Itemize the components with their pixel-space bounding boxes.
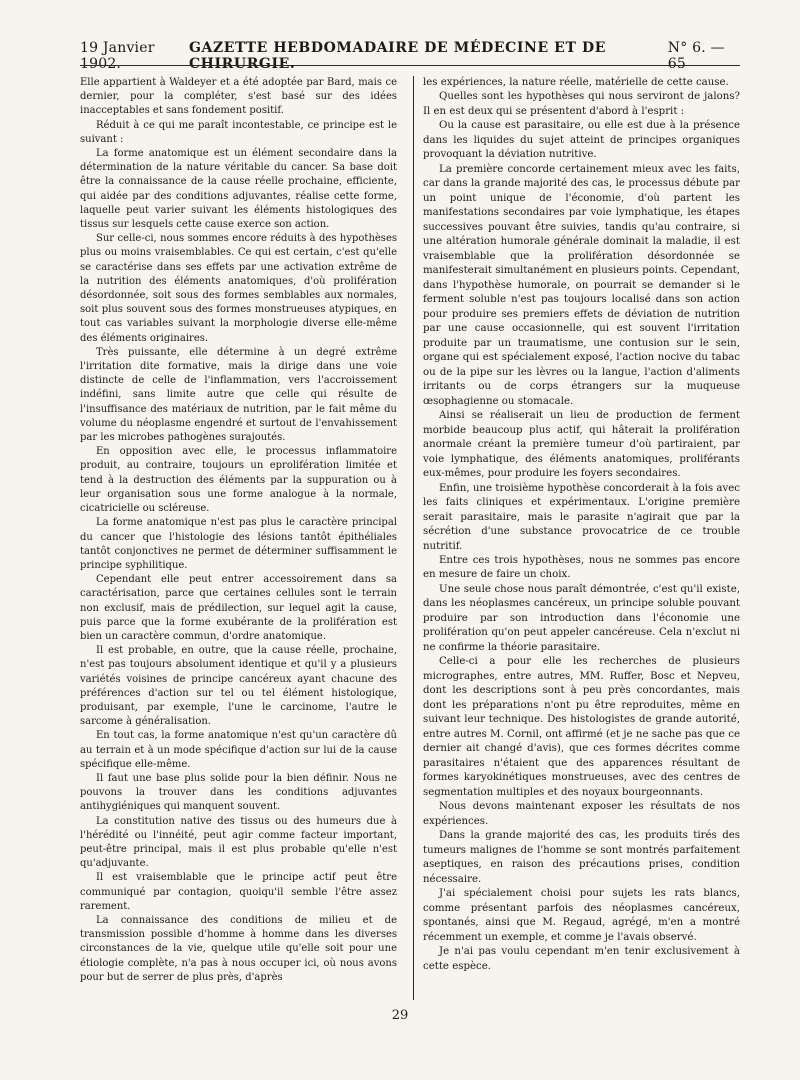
paragraph: Ou la cause est parasitaire, ou elle est due à la présence dans les liquides du sujet atteint de principes organiques provoquant la déviation nutritive. — [423, 120, 740, 161]
paragraph: La constitution native des tissus ou des humeurs due à l'hérédité ou l'innéité, peut agir comme facteur important, peut-être principal, mais il est plus probable qu'elle n'est qu'adjuvante. — [80, 815, 397, 870]
page-number: 29 — [391, 1008, 409, 1023]
paragraph: Il est vraisemblable que le principe actif peut être communiqué par contagion, quoiqu'il semble l'être assez rarement. — [80, 872, 397, 912]
paragraph: Sur celle-ci, nous sommes encore réduits à des hypothèses plus ou moins vraisemblables. Ce qui est certain, c'est qu'elle se caractérise dans ses effets par une activation extrême de la nutrition des éléments anatomiques, d'où prolifération désordonnée, soit sous des formes semblables aux normales, soit plus souvent sous des formes monstrueuses atypiques, en tout cas variables suivant la morphologie diverse elle-même des éléments originaires. — [80, 233, 397, 344]
paragraph: En opposition avec elle, le processus inflammatoire produit, au contraire, toujours un eprolifération limitée et tend à la destruction des éléments par la suppuration ou à leur organisation sous une forme analogue à la normale, cicatricielle ou scléreuse. — [80, 446, 397, 515]
paragraph: Il est probable, en outre, que la cause réelle, prochaine, n'est pas toujours absolument identique et qu'il y a plusieurs variétés voisines de principe cancéreux ayant chacune des préférences d'action sur tel ou tel élément histologique, produisant, par exemple, l'une le carcinome, l'autre le sarcome à généralisation. — [80, 645, 397, 728]
paragraph: Il faut une base plus solide pour la bien définir. Nous ne pouvons la trouver dans les conditions adjuvantes antihygiéniques qui manquent souvent. — [80, 772, 397, 813]
text-columns — [80, 76, 740, 1000]
paragraph: La forme anatomique n'est pas plus le caractère principal du cancer que l'histologie des lésions tantôt épithéliales tantôt conjonctives ne permet de déterminer suffisamment le principe syphilitique. — [80, 517, 397, 571]
paragraph: Entre ces trois hypothèses, nous ne sommes pas encore en mesure de faire un choix. — [423, 554, 740, 581]
paragraph: Une seule chose nous paraît démontrée, c'est qu'il existe, dans les néoplasmes cancéreux, un principe soluble pouvant produire par son introduction dans l'économie une prolifération qu'on peut appeler cancéreuse. Cela n'exclut ni ne confirme la théorie parasitaire. — [423, 583, 740, 653]
paragraph: Quelles sont les hypothèses qui nous serviront de jalons? Il en est deux qui se présentent d'abord à l'esprit : — [423, 91, 740, 117]
paragraph: Dans la grande majorité des cas, les produits tirés des tumeurs malignes de l'homme se sont montrés parfaitement aseptiques, en raison des précautions prises, condition nécessaire. — [423, 830, 740, 885]
paragraph: Très puissante, elle détermine à un degré extrême l'irritation dite formative, mais la dirige dans une voie distincte de celle de l'inflammation, vers l'accroissement indéfini, sans limite autre que celle qui résulte de l'insuffisance des matériaux de nutrition, par le fait même du volume du néoplasme engendré et surtout de l'envahissement par les microbes pathogènes surajoutés. — [80, 346, 397, 444]
paragraph: Celle-ci a pour elle les recherches de plusieurs micrographes, entre autres, MM. Ruffer, Bosc et Nepveu, dont les descriptions sont à peu près concordantes, mais dont les préparations n'ont pu être reproduites, même en suivant leur technique. Des histologistes de grande autorité, entre autres M. Cornil, ont affirmé (et je ne sache pas que ce dernier ait changé d'avis), que ces formes décrites comme parasitaires n'étaient que des apparences résultant de formes karyokinétiques monstrueuses, avec des centres de segmentation multiples et des noyaux bourgeonnants. — [423, 656, 740, 798]
paragraph: Nous devons maintenant exposer les résultats de nos expériences. — [423, 801, 740, 827]
header-rule — [80, 65, 740, 66]
right-column — [423, 76, 740, 1000]
paragraph: Elle appartient à Waldeyer et a été adoptée par Bard, mais ce dernier, pour la compléter, s'est basé sur des idées inacceptables et sans fondement positif. — [80, 77, 397, 117]
paragraph: les expériences, la nature réelle, matérielle de cette cause. — [423, 77, 729, 88]
left-column — [80, 76, 397, 1000]
paragraph: La première concorde certainement mieux avec les faits, car dans la grande majorité des cas, le processus débute par un point unique de l'économie, d'où partent les manifestations secondaires par voie lymphatique, les étapes successives pouvant être suivies, tandis qu'au contraire, si une altération humorale générale dominait la maladie, il est vraisemblable que la prolifération désordonnée se manifesterait simultanément en plusieurs points. Cependant, dans l'hypothèse humorale, on pourrait se demander si le ferment soluble n'est pas toujours localisé dans son action pour produire ses premiers effets de déviation de nutrition par une cause occasionnelle, qui est souvent l'irritation produite par un traumatisme, une contusion sur le sein, organe qui est spécialement exposé, l'action nocive du tabac ou de la pipe sur les lèvres ou la langue, l'action d'aliments irritants ou de corps étrangers sur la muqueuse œsophagienne ou stomacale. — [423, 163, 740, 407]
header-date: 19 Janvier 1902. — [80, 40, 155, 72]
paragraph: Enfin, une troisième hypothèse concorderait à la fois avec les faits cliniques et expérimentaux. L'origine première serait parasitaire, mais le parasite n'agirait que par la sécrétion d'une substance provocatrice de ce trouble nutritif. — [423, 482, 740, 552]
header-issue: N° 6. — 65 — [667, 40, 725, 72]
paragraph: La forme anatomique est un élément secondaire dans la détermination de la nature véritable du cancer. Sa base doit être la connaissance de la cause réelle prochaine, efficiente, qui aidée par des conditions adjuvantes, réalise cette forme, laquelle peut varier suivant les éléments histologiques des tissus sur lesquels cette cause exerce son action. — [80, 148, 397, 231]
paragraph: Ainsi se réaliserait un lieu de production de ferment morbide beaucoup plus actif, qui hâterait la prolifération anormale créant la première tumeur d'où partiraient, par voie lymphatique, des éléments anatomiques, proliférants eux-mêmes, pour produire les foyers secondaires. — [423, 410, 740, 480]
paragraph: La connaissance des conditions de milieu et de transmission possible d'homme à homme dans les diverses circonstances de la vie, quelque utile qu'elle soit pour une étiologie complète, n'a pas à nous occuper ici, où nous avons pour but de serrer de plus près, d'après — [80, 914, 397, 983]
paragraph: J'ai spécialement choisi pour sujets les rats blancs, comme présentant parfois des néoplasmes cancéreux, spontanés, ainsi que M. Regaud, agrégé, m'en a montré récemment un exemple, et comme je l'avais observé. — [423, 888, 740, 943]
paragraph: Cependant elle peut entrer accessoirement dans sa caractérisation, parce que certaines cellules sont le terrain non exclusif, mais de prédilection, sur lequel agit la cause, puis parce que la forme exubérante de la prolifération est bien un caractère commun, d'ordre anatomique. — [80, 574, 397, 642]
paragraph: Je n'ai pas voulu cependant m'en tenir exclusivement à cette espèce. — [423, 946, 740, 972]
column-rule — [413, 76, 414, 1000]
header-title: GAZETTE HEBDOMADAIRE DE MÉDECINE ET DE CHIRURGIE. — [188, 40, 606, 72]
paragraph: En tout cas, la forme anatomique n'est qu'un caractère dû au terrain et à un mode spécifique d'action sur lui de la cause spécifique elle-même. — [80, 730, 397, 770]
running-header — [80, 40, 740, 72]
paragraph: Réduit à ce qui me paraît incontestable, ce principe est le suivant : — [80, 119, 397, 145]
